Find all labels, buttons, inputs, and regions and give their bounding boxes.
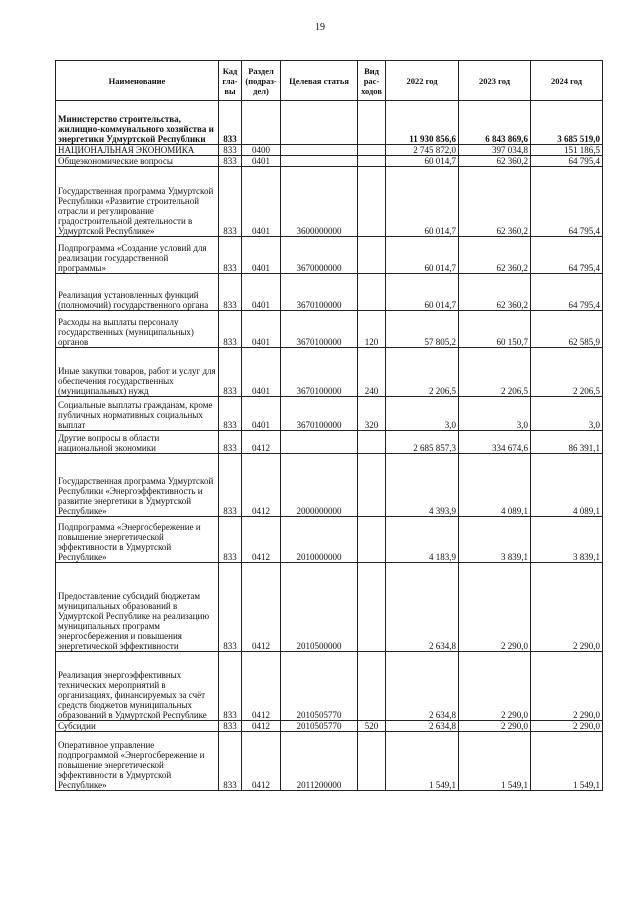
table-row bbox=[56, 237, 603, 274]
row-expense-type bbox=[358, 517, 386, 563]
row-2023: 62 360,2 bbox=[459, 237, 531, 274]
row-2024: 2 290,0 bbox=[531, 652, 603, 721]
row-2024: 64 795,4 bbox=[531, 237, 603, 274]
header-glava: Кад гла- вы bbox=[219, 61, 242, 101]
row-name-text: Другие вопросы в области национальной экономики bbox=[58, 433, 160, 453]
row-2024: 2 290,0 bbox=[531, 721, 603, 732]
row-chapter: 833 bbox=[219, 348, 242, 397]
row-2024: 3 839,1 bbox=[531, 517, 603, 563]
row-expense-type: 320 bbox=[358, 397, 386, 431]
table-row bbox=[56, 431, 603, 454]
row-2022: 60 014,7 bbox=[386, 274, 459, 311]
row-2022: 60 014,7 bbox=[386, 237, 459, 274]
table-row bbox=[56, 156, 603, 167]
row-name bbox=[56, 563, 219, 652]
row-chapter: 833 bbox=[219, 732, 242, 791]
row-name bbox=[56, 652, 219, 721]
page-number: 19 bbox=[315, 22, 325, 33]
table-row bbox=[56, 348, 603, 397]
table-row bbox=[56, 145, 603, 156]
row-name bbox=[56, 721, 219, 732]
row-section: 0412 bbox=[242, 431, 281, 454]
row-2022: 4 183,9 bbox=[386, 517, 459, 563]
row-expense-type: 240 bbox=[358, 348, 386, 397]
row-name bbox=[56, 167, 219, 237]
row-name-text: Подпрограмма «Создание условий для реализации государственной программы» bbox=[58, 243, 207, 273]
row-section: 0401 bbox=[242, 311, 281, 348]
row-target: 3670000000 bbox=[281, 237, 358, 274]
row-2023: 397 034,8 bbox=[459, 145, 531, 156]
row-name-text: Расходы на выплаты персоналу государственных (муниципальных) органов bbox=[58, 317, 194, 347]
row-chapter: 833 bbox=[219, 274, 242, 311]
row-2024: 4 089,1 bbox=[531, 454, 603, 517]
row-target: 2010000000 bbox=[281, 517, 358, 563]
row-2023: 3,0 bbox=[459, 397, 531, 431]
row-name bbox=[56, 156, 219, 167]
row-chapter: 833 bbox=[219, 397, 242, 431]
row-section: 0401 bbox=[242, 397, 281, 431]
row-2022: 2 685 857,3 bbox=[386, 431, 459, 454]
row-name bbox=[56, 348, 219, 397]
row-2024: 3,0 bbox=[531, 397, 603, 431]
row-expense-type bbox=[358, 454, 386, 517]
row-name-text: Государственная программа Удмуртской Республики «Развитие строительной отрасли и регулирование градостроительной деятельности в Удмуртской Республике» bbox=[58, 186, 214, 236]
row-chapter: 833 bbox=[219, 167, 242, 237]
row-chapter: 833 bbox=[219, 101, 242, 145]
row-target: 3600000000 bbox=[281, 167, 358, 237]
row-section: 0412 bbox=[242, 563, 281, 652]
row-expense-type bbox=[358, 101, 386, 145]
row-chapter: 833 bbox=[219, 652, 242, 721]
row-2022: 57 805,2 bbox=[386, 311, 459, 348]
row-target bbox=[281, 156, 358, 167]
row-section: 0412 bbox=[242, 454, 281, 517]
row-2023: 62 360,2 bbox=[459, 274, 531, 311]
row-2022: 60 014,7 bbox=[386, 167, 459, 237]
header-2023: 2023 год bbox=[459, 61, 531, 101]
row-2024: 64 795,4 bbox=[531, 156, 603, 167]
row-2024: 2 290,0 bbox=[531, 563, 603, 652]
row-section: 0412 bbox=[242, 732, 281, 791]
row-2022: 3,0 bbox=[386, 397, 459, 431]
header-name: Наименование bbox=[56, 61, 219, 101]
row-expense-type bbox=[358, 431, 386, 454]
row-2023: 2 290,0 bbox=[459, 652, 531, 721]
row-name-text: НАЦИОНАЛЬНАЯ ЭКОНОМИКА bbox=[58, 145, 195, 155]
row-chapter: 833 bbox=[219, 145, 242, 156]
row-chapter: 833 bbox=[219, 237, 242, 274]
row-2022: 2 745 872,0 bbox=[386, 145, 459, 156]
row-name-text: Реализация энергоэффективных технических мероприятий в организациях, финансируемых за счёт средств бюджетов муниципальных образований в Удмуртской Республике bbox=[58, 670, 207, 720]
row-target: 2010505770 bbox=[281, 652, 358, 721]
row-name bbox=[56, 274, 219, 311]
row-2024: 3 685 519,0 bbox=[531, 101, 603, 145]
row-target bbox=[281, 431, 358, 454]
table-row bbox=[56, 563, 603, 652]
row-section: 0400 bbox=[242, 145, 281, 156]
table-row bbox=[56, 652, 603, 721]
row-name bbox=[56, 431, 219, 454]
header-row bbox=[56, 61, 603, 101]
row-chapter: 833 bbox=[219, 431, 242, 454]
row-2023: 4 089,1 bbox=[459, 454, 531, 517]
row-name-text: Подпрограмма «Энергосбережение и повышение энергетической эффективности в Удмуртской Республике» bbox=[58, 522, 201, 562]
row-name bbox=[56, 732, 219, 791]
row-name-text: Оперативное управление подпрограммой «Энергосбережение и повышение энергетической эффективности в Удмуртской Республике» bbox=[58, 740, 205, 790]
table-row bbox=[56, 101, 603, 145]
row-name bbox=[56, 397, 219, 431]
row-2022: 1 549,1 bbox=[386, 732, 459, 791]
row-name-text: Субсидии bbox=[58, 721, 96, 731]
row-name-text: Социальные выплаты гражданам, кроме публичных нормативных социальных выплат bbox=[58, 400, 213, 430]
row-2022: 2 634,8 bbox=[386, 563, 459, 652]
row-expense-type bbox=[358, 274, 386, 311]
row-name-text: Министерство строительства, жилищно-коммунального хозяйства и энергетики Удмуртской Республики bbox=[58, 114, 214, 144]
row-target: 2010505770 bbox=[281, 721, 358, 732]
row-section: 0401 bbox=[242, 156, 281, 167]
row-section: 0401 bbox=[242, 274, 281, 311]
row-name bbox=[56, 101, 219, 145]
row-2022: 2 206,5 bbox=[386, 348, 459, 397]
row-name-text: Общеэкономические вопросы bbox=[58, 156, 173, 166]
row-expense-type: 520 bbox=[358, 721, 386, 732]
row-name bbox=[56, 145, 219, 156]
row-section: 0412 bbox=[242, 721, 281, 732]
row-target: 3670100000 bbox=[281, 397, 358, 431]
row-chapter: 833 bbox=[219, 563, 242, 652]
row-target: 2011200000 bbox=[281, 732, 358, 791]
row-name-text: Иные закупки товаров, работ и услуг для обеспечения государственных (муниципальных) нужд bbox=[58, 366, 216, 396]
row-name-text: Предоставление субсидий бюджетам муниципальных образований в Удмуртской Республике на реализацию муниципальных программ энергосбережения и повышения энергетической эффективности bbox=[58, 591, 210, 651]
row-2023: 62 360,2 bbox=[459, 167, 531, 237]
row-name-text: Реализация установленных функций (полномочий) государственного органа bbox=[58, 290, 209, 310]
row-2022: 2 634,8 bbox=[386, 721, 459, 732]
row-2022: 60 014,7 bbox=[386, 156, 459, 167]
row-target: 3670100000 bbox=[281, 348, 358, 397]
row-2023: 2 290,0 bbox=[459, 563, 531, 652]
row-section: 0401 bbox=[242, 167, 281, 237]
row-section: 0401 bbox=[242, 348, 281, 397]
header-2024: 2024 год bbox=[531, 61, 603, 101]
row-name bbox=[56, 311, 219, 348]
row-2023: 2 290,0 bbox=[459, 721, 531, 732]
row-section: 0401 bbox=[242, 237, 281, 274]
table-row bbox=[56, 311, 603, 348]
row-2023: 334 674,6 bbox=[459, 431, 531, 454]
row-2024: 62 585,9 bbox=[531, 311, 603, 348]
row-2023: 6 843 869,6 bbox=[459, 101, 531, 145]
row-2023: 2 206,5 bbox=[459, 348, 531, 397]
row-2023: 60 150,7 bbox=[459, 311, 531, 348]
row-section bbox=[242, 101, 281, 145]
row-target bbox=[281, 101, 358, 145]
row-expense-type bbox=[358, 237, 386, 274]
row-target bbox=[281, 145, 358, 156]
row-name bbox=[56, 237, 219, 274]
row-chapter: 833 bbox=[219, 311, 242, 348]
table-row bbox=[56, 454, 603, 517]
row-2023: 1 549,1 bbox=[459, 732, 531, 791]
row-expense-type bbox=[358, 156, 386, 167]
row-2024: 1 549,1 bbox=[531, 732, 603, 791]
row-chapter: 833 bbox=[219, 721, 242, 732]
table-row bbox=[56, 274, 603, 311]
row-name-text: Государственная программа Удмуртской Республики «Энергоэффективность и развитие энергетики в Удмуртской Республике» bbox=[58, 476, 214, 516]
row-expense-type bbox=[358, 145, 386, 156]
row-expense-type: 120 bbox=[358, 311, 386, 348]
row-section: 0412 bbox=[242, 652, 281, 721]
row-name bbox=[56, 454, 219, 517]
table-row bbox=[56, 732, 603, 791]
row-chapter: 833 bbox=[219, 156, 242, 167]
table-row bbox=[56, 397, 603, 431]
row-2023: 62 360,2 bbox=[459, 156, 531, 167]
row-2022: 11 930 856,6 bbox=[386, 101, 459, 145]
header-target: Целевая статья bbox=[281, 61, 358, 101]
row-2024: 151 186,5 bbox=[531, 145, 603, 156]
row-chapter: 833 bbox=[219, 454, 242, 517]
row-2022: 4 393,9 bbox=[386, 454, 459, 517]
header-razdel: Раздел (подраз- дел) bbox=[242, 61, 281, 101]
row-target: 2010500000 bbox=[281, 563, 358, 652]
header-2022: 2022 год bbox=[386, 61, 459, 101]
row-2023: 3 839,1 bbox=[459, 517, 531, 563]
table-row bbox=[56, 167, 603, 237]
budget-table bbox=[55, 60, 603, 791]
header-vid: Вид рас- ходов bbox=[358, 61, 386, 101]
row-2022: 2 634,8 bbox=[386, 652, 459, 721]
row-expense-type bbox=[358, 563, 386, 652]
row-expense-type bbox=[358, 732, 386, 791]
row-chapter: 833 bbox=[219, 517, 242, 563]
row-expense-type bbox=[358, 167, 386, 237]
row-target: 3670100000 bbox=[281, 311, 358, 348]
row-section: 0412 bbox=[242, 517, 281, 563]
row-name bbox=[56, 517, 219, 563]
row-target: 2000000000 bbox=[281, 454, 358, 517]
row-2024: 64 795,4 bbox=[531, 274, 603, 311]
table-row bbox=[56, 517, 603, 563]
table-row bbox=[56, 721, 603, 732]
row-expense-type bbox=[358, 652, 386, 721]
row-2024: 86 391,1 bbox=[531, 431, 603, 454]
row-2024: 64 795,4 bbox=[531, 167, 603, 237]
row-target: 3670100000 bbox=[281, 274, 358, 311]
row-2024: 2 206,5 bbox=[531, 348, 603, 397]
